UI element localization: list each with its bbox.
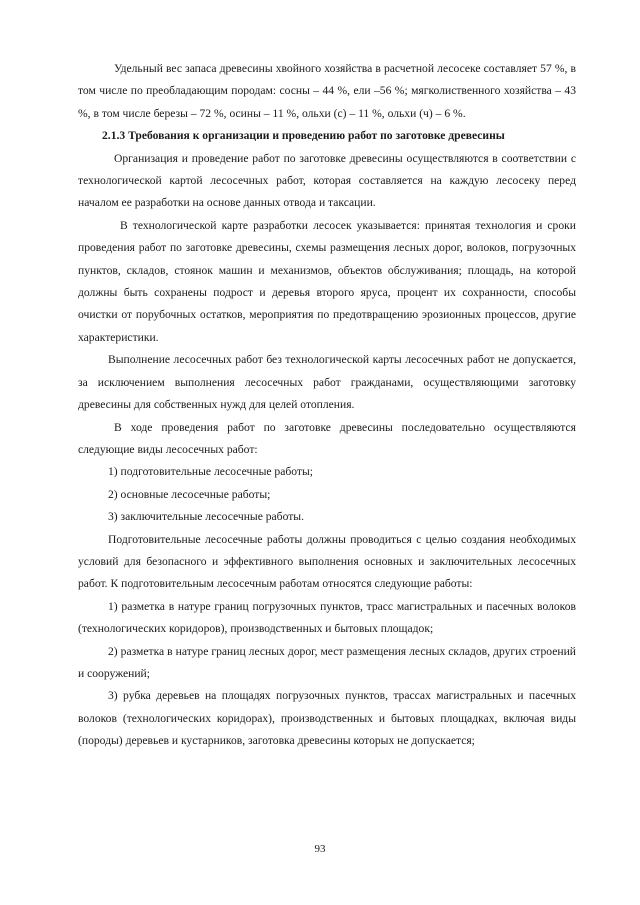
section-heading: 2.1.3 Требования к организации и проведению работ по заготовке древесины bbox=[102, 129, 505, 143]
page-number: 93 bbox=[314, 843, 326, 855]
paragraph-work-types: В ходе проведения работ по заготовке древесины последовательно осуществляются следующие виды лесосечных работ: bbox=[78, 420, 576, 456]
list-item: 3) заключительные лесосечные работы. bbox=[108, 510, 304, 524]
list-item: 2) основные лесосечные работы; bbox=[108, 487, 271, 501]
paragraph-no-map: Выполнение лесосечных работ без технологической карты лесосечных работ не допускается, за исключением выполнения лесосечных работ гражданами, осуществляющими заготовку древесины для собственных нужд для целей отопления. bbox=[78, 353, 576, 412]
paragraph-item-felling: 3) рубка деревьев на площадях погрузочных пунктов, трассах магистральных и пасечных волоков (технологических коридорах), производственных и бытовых площадках, включая виды (породы) деревьев и кустарников, заготовка древесины которых не допускается; bbox=[78, 689, 576, 748]
page-content bbox=[78, 58, 576, 753]
paragraph-organization: Организация и проведение работ по заготовке древесины осуществляются в соответствии с технологической картой лесосечных работ, которая составляется на каждую лесосеку перед началом ее разработки на основе данных отвода и таксации. bbox=[78, 151, 576, 210]
paragraph-preparatory: Подготовительные лесосечные работы должны проводиться с целью создания необходимых условий для безопасного и эффективного выполнения основных и заключительных лесосечных работ. К подготовительным лесосечным работам относятся следующие работы: bbox=[78, 532, 576, 591]
paragraph-item-marking-points: 1) разметка в натуре границ погрузочных пунктов, трасс магистральных и пасечных волоков (технологических коридоров), производственных и бытовых площадок; bbox=[78, 599, 576, 636]
paragraph-item-marking-roads: 2) разметка в натуре границ лесных дорог, мест размещения лесных складов, других строений и сооружений; bbox=[78, 644, 576, 680]
paragraph-species-share: Удельный вес запаса древесины хвойного хозяйства в расчетной лесосеке составляет 57 %, в том числе по преобладающим породам: сосны – 44 %, ели –56 %; мягколиственного хозяйства – 43 %, в том числе березы – 72 %, осины – 11 %, ольхи (с) – 11 %, ольхи (ч) – 6 %. bbox=[78, 62, 576, 120]
paragraph-tech-map: В технологической карте разработки лесосек указывается: принятая технология и сроки проведения работ по заготовке древесины, схемы размещения лесных дорог, волоков, погрузочных пунктов, складов, стоянок машин и механизмов, объектов обслуживания; площадь, на которой должны быть сохранены подрост и деревья второго яруса, процент их сохранности, способы очистки от порубочных остатков, мероприятия по предотвращению эрозионных процессов, другие характеристики. bbox=[78, 218, 576, 344]
list-item: 1) подготовительные лесосечные работы; bbox=[108, 465, 313, 479]
